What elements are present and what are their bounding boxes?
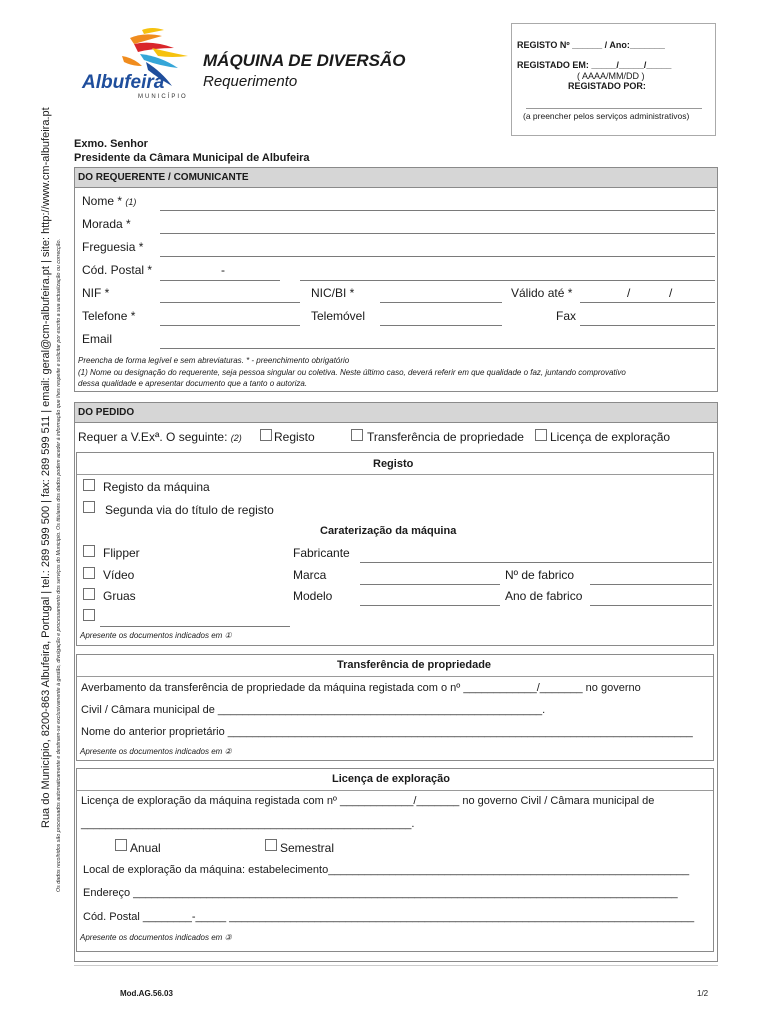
video-checkbox[interactable] — [83, 567, 95, 579]
licenca-docs-note: Apresente os documentos indicados em ③ — [80, 933, 232, 942]
sidebar-address: Rua do Município, 8200-863 Albufeira, Portugal | tel.: 289 599 500 | fax: 289 599 511 | email: geral@cm-albufeira.pt | site: http://www.cm-albufeira.pt — [40, 107, 52, 828]
transferencia-title: Transferência de propriedade — [337, 659, 492, 671]
gruas-checkbox[interactable] — [83, 588, 95, 600]
requerente-note-3: dessa qualidade e apresentar documento que a tanto o autoriza. — [78, 379, 308, 388]
nic-field[interactable] — [380, 302, 502, 303]
opt-licenca-checkbox[interactable] — [535, 429, 547, 441]
email-field[interactable] — [160, 348, 715, 349]
gruas-label: Gruas — [103, 589, 136, 603]
telefone-field[interactable] — [160, 325, 300, 326]
opt-transf-label: Transferência de propriedade — [367, 430, 524, 444]
semestral-label: Semestral — [280, 841, 335, 855]
nome-label — [82, 194, 136, 208]
opt-registo-checkbox[interactable] — [260, 429, 272, 441]
footer-divider — [74, 965, 718, 966]
logo-subtext: MUNICÍPIO — [138, 94, 188, 100]
nif-label: NIF * — [82, 286, 110, 300]
admin-registo-line[interactable]: REGISTO Nº ______ / Ano:_______ — [517, 40, 665, 50]
valido-label: Válido até * — [511, 286, 573, 300]
page-subtitle: Requerimento — [203, 73, 298, 90]
fabricante-label: Fabricante — [293, 546, 350, 560]
requer-label-text: Requer a V.Exª. O seguinte: — [78, 430, 228, 444]
segunda-via-checkbox[interactable] — [83, 501, 95, 513]
nome-ref: (1) — [125, 197, 137, 207]
opt-registo-label: Registo — [274, 430, 315, 444]
licenca-title: Licença de exploração — [332, 773, 450, 785]
licenca-line-2[interactable]: ______________________________________________________. — [81, 818, 415, 830]
page-title: MÁQUINA DE DIVERSÃO — [203, 51, 406, 70]
semestral-checkbox[interactable] — [265, 839, 277, 851]
morada-label: Morada * — [82, 217, 131, 231]
pedido-section-title: DO PEDIDO — [78, 407, 135, 418]
addressee-line1: Exmo. Senhor — [74, 138, 148, 150]
modelo-label: Modelo — [293, 589, 333, 603]
cod-postal-field-2[interactable] — [300, 280, 715, 281]
nome-label-text: Nome * — [82, 194, 123, 208]
n-fabrico-label: Nº de fabrico — [505, 568, 575, 582]
morada-field[interactable] — [160, 233, 715, 234]
admin-registado-em[interactable]: REGISTADO EM: _____/_____/_____ — [517, 60, 672, 70]
valido-slash-1: / — [627, 286, 631, 300]
ano-fabrico-field[interactable] — [590, 605, 712, 606]
opt-transf-checkbox[interactable] — [351, 429, 363, 441]
registo-title-divider — [77, 474, 713, 475]
freguesia-field[interactable] — [160, 256, 715, 257]
marca-label: Marca — [293, 568, 327, 582]
licenca-endereco[interactable]: Endereço _________________________________________________________________________________________ — [83, 887, 678, 899]
registo-docs-note: Apresente os documentos indicados em ① — [80, 631, 232, 640]
cod-postal-dash: - — [221, 263, 225, 277]
valido-field[interactable] — [580, 302, 715, 303]
admin-date-format: ( AAAA/MM/DD ) — [577, 71, 645, 81]
other-type-field[interactable] — [100, 626, 290, 627]
cod-postal-field-1[interactable] — [160, 280, 280, 281]
registo-title: Registo — [373, 458, 414, 470]
logo-text: Albufeira — [82, 72, 165, 93]
valido-slash-2: / — [669, 286, 673, 300]
flipper-checkbox[interactable] — [83, 545, 95, 557]
modelo-field[interactable] — [360, 605, 500, 606]
segunda-via-label: Segunda via do título de registo — [105, 503, 274, 517]
email-label: Email — [82, 332, 113, 346]
licenca-title-divider — [77, 790, 713, 791]
cod-postal-label: Cód. Postal * — [82, 263, 153, 277]
telemovel-field[interactable] — [380, 325, 502, 326]
marca-field[interactable] — [360, 584, 500, 585]
anual-label: Anual — [130, 841, 161, 855]
fax-field[interactable] — [580, 325, 715, 326]
footer-code: Mod.AG.56.03 — [120, 989, 173, 998]
transferencia-docs-note: Apresente os documentos indicados em ② — [80, 747, 232, 756]
freguesia-label: Freguesia * — [82, 240, 144, 254]
requerente-section-title: DO REQUERENTE / COMUNICANTE — [78, 172, 249, 183]
licenca-cod-postal[interactable]: Cód. Postal ________-_____ ____________________________________________________________________________ — [83, 911, 695, 923]
n-fabrico-field[interactable] — [590, 584, 712, 585]
nome-field[interactable] — [160, 210, 715, 211]
anual-checkbox[interactable] — [115, 839, 127, 851]
transferencia-line-3[interactable]: Nome do anterior proprietário ____________________________________________________________________________ — [81, 726, 693, 738]
ano-fabrico-label: Ano de fabrico — [505, 589, 583, 603]
registo-maquina-label: Registo da máquina — [103, 480, 210, 494]
requer-ref: (2) — [230, 433, 242, 443]
nic-label: NIC/BI * — [311, 286, 355, 300]
footer-page-number: 1/2 — [697, 989, 709, 998]
other-type-checkbox[interactable] — [83, 609, 95, 621]
requerente-note-2: (1) Nome ou designação do requerente, seja pessoa singular ou coletiva. Neste último caso, deverá referir em que qualidade o faz, juntando comprovativo — [78, 368, 626, 377]
transferencia-title-divider — [77, 676, 713, 677]
admin-signature-line[interactable] — [526, 108, 702, 109]
transferencia-line-1[interactable]: Averbamento da transferência de propriedade da máquina registada com o nº ____________/_______ no governo — [81, 682, 641, 694]
telemovel-label: Telemóvel — [311, 309, 366, 323]
opt-licenca-label: Licença de exploração — [550, 430, 671, 444]
caracterizacao-title: Caraterização da máquina — [320, 525, 457, 537]
licenca-line-1[interactable]: Licença de exploração da máquina registada com nº ____________/_______ no governo Civil / Câmara municipal de — [81, 795, 655, 807]
flipper-label: Flipper — [103, 546, 140, 560]
pedido-header-band — [75, 403, 717, 423]
admin-note: (a preencher pelos serviços administrativos) — [523, 111, 690, 121]
transferencia-line-2[interactable]: Civil / Câmara municipal de _____________________________________________________. — [81, 704, 546, 716]
admin-registado-por: REGISTADO POR: — [568, 81, 646, 91]
telefone-label: Telefone * — [82, 309, 136, 323]
video-label: Vídeo — [103, 568, 135, 582]
fabricante-field[interactable] — [360, 562, 712, 563]
fax-label: Fax — [556, 309, 577, 323]
sidebar-privacy-note: Os dados recolhidos são processados automaticamente e destinam-se exclusivamente à gestão, divulgação e processamento dos serviços do Município. Os titulares dos dados podem aceder à informação que lhes respeite e solicitar por escrito a sua actualização ou correcção. — [56, 238, 62, 892]
requerente-note-1: Preencha de forma legível e sem abreviaturas. * - preenchimento obrigatório — [78, 356, 350, 365]
addressee-line2: Presidente da Câmara Municipal de Albufeira — [74, 152, 310, 164]
licenca-local[interactable]: Local de exploração da máquina: estabelecimento___________________________________________________________ — [83, 864, 690, 876]
registo-maquina-checkbox[interactable] — [83, 479, 95, 491]
nif-field[interactable] — [160, 302, 300, 303]
requer-label — [78, 430, 242, 444]
